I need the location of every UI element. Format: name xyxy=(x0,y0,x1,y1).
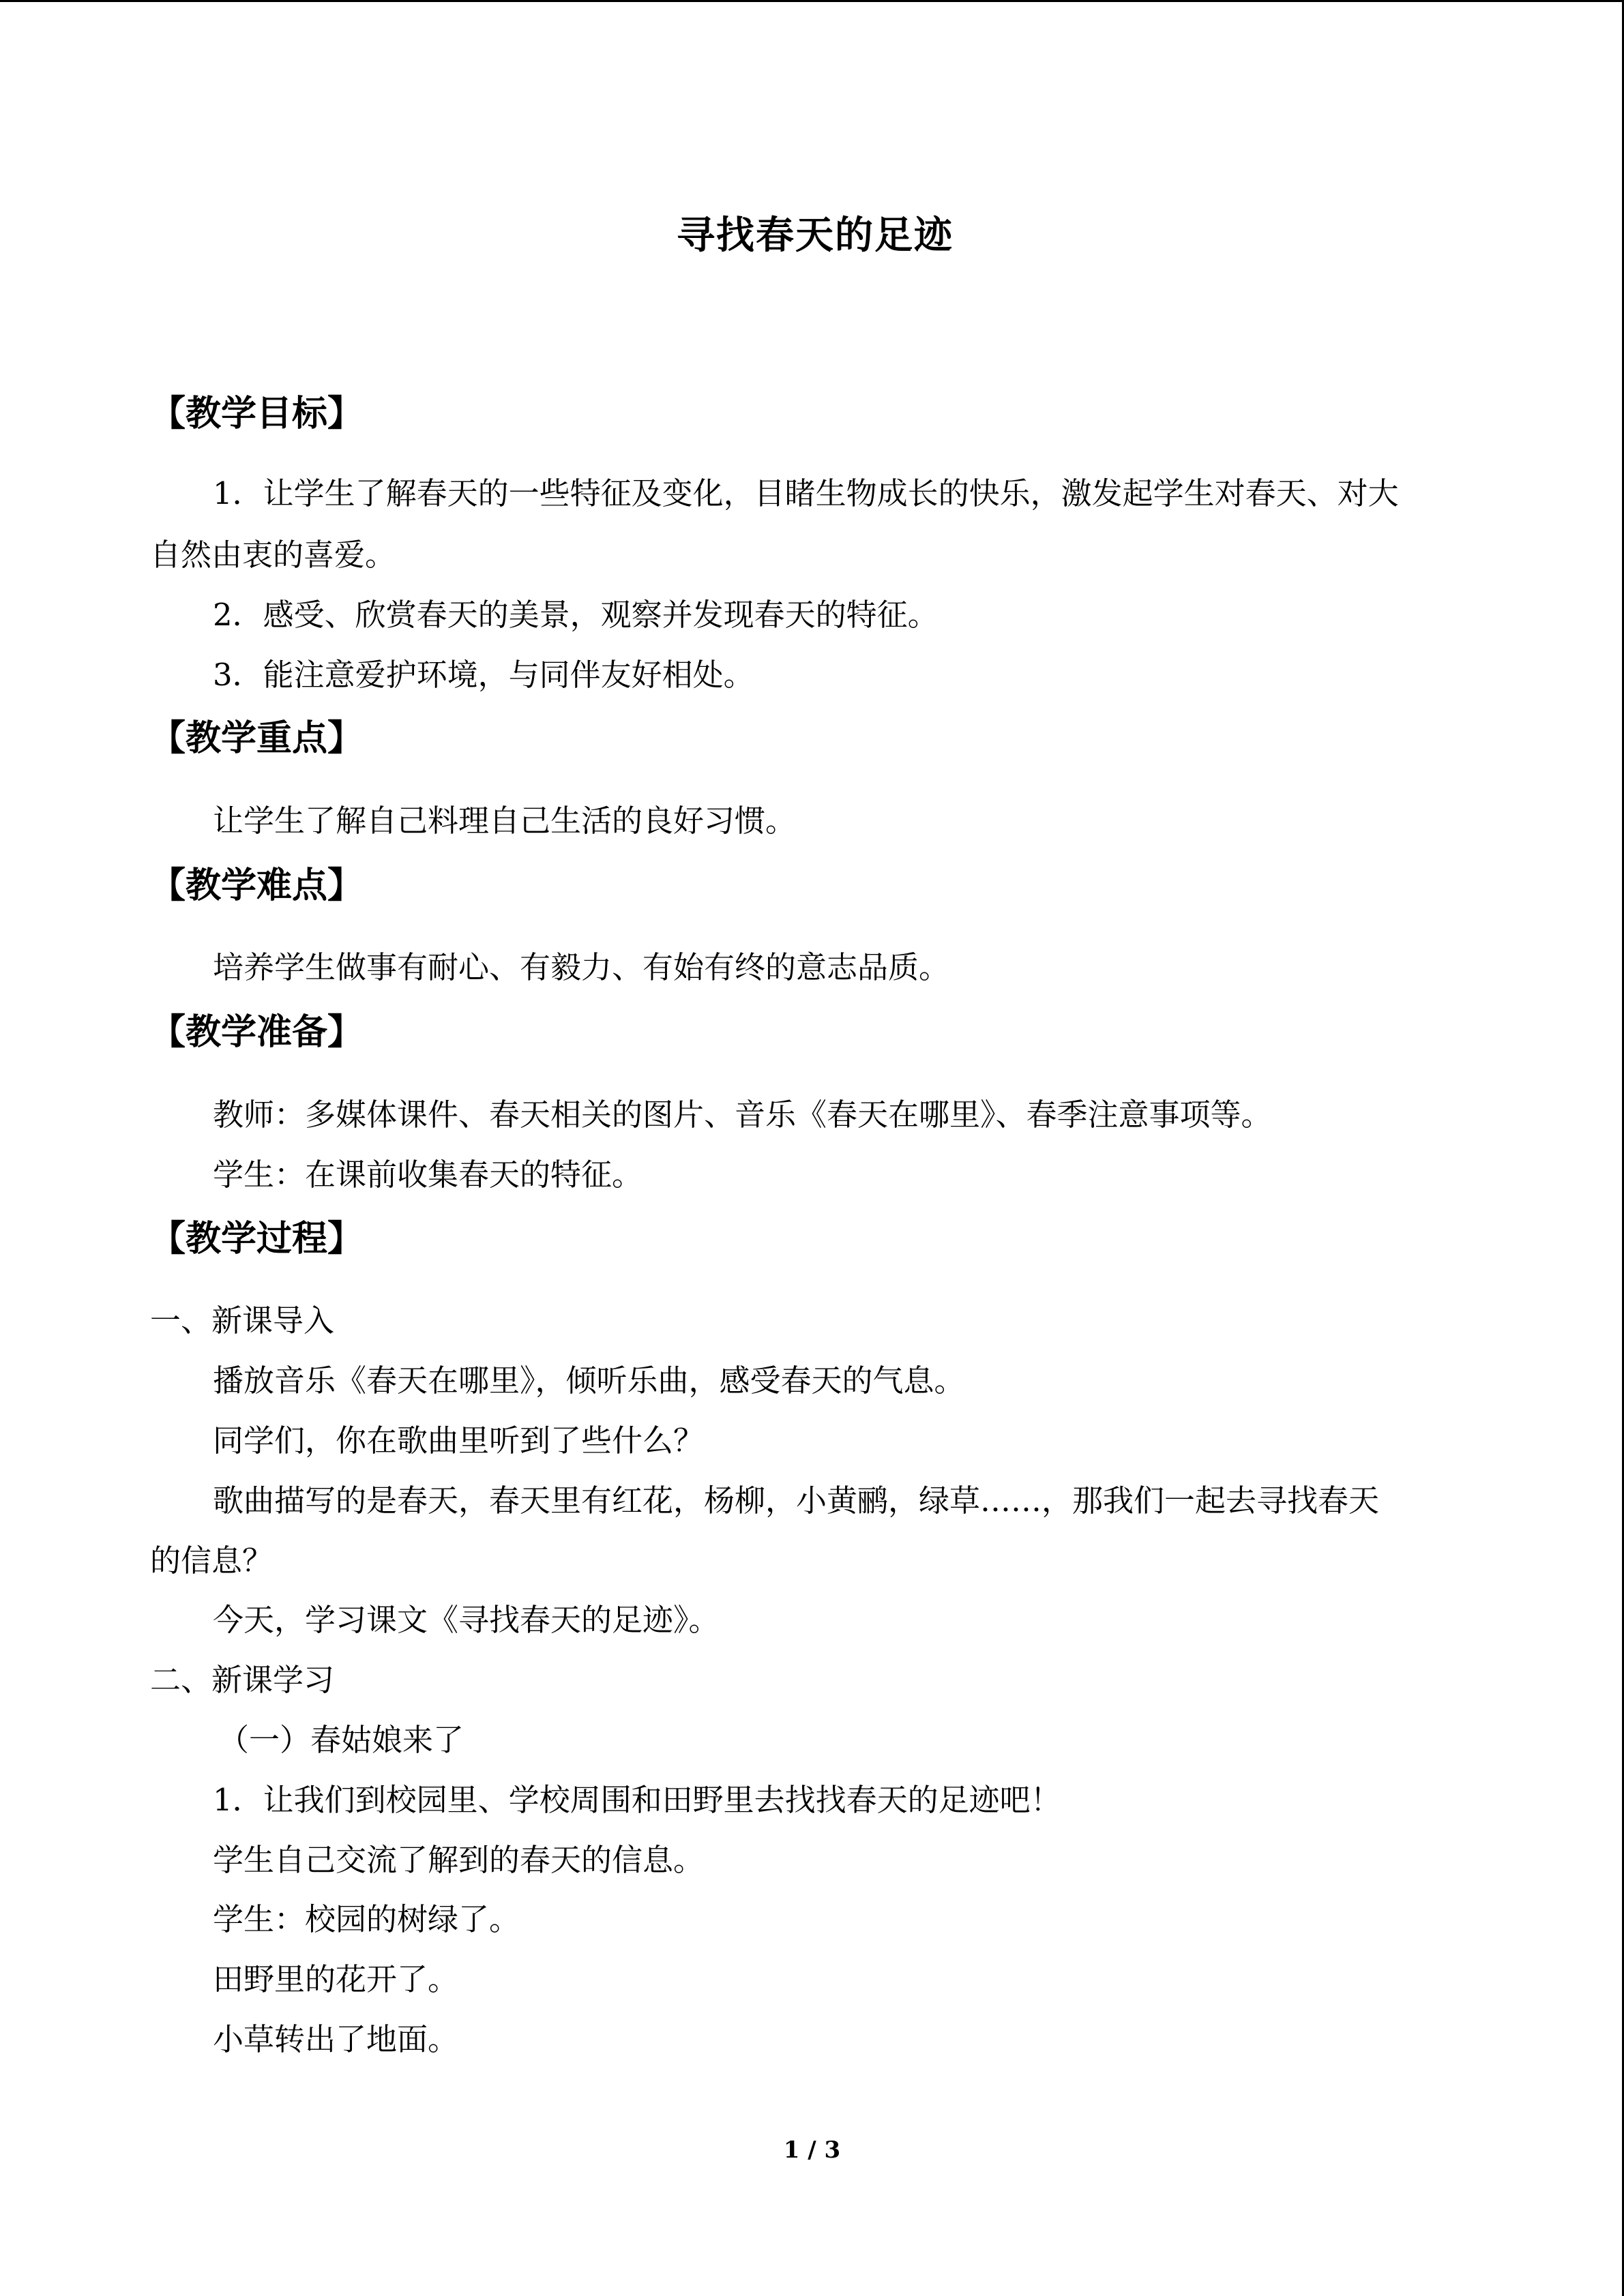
heading-key-points: 【教学重点】 xyxy=(150,717,364,759)
goal-3: 3．能注意爱护环境，与同伴友好相处。 xyxy=(213,657,754,693)
process-section-2-p3: 学生：校园的树绿了。 xyxy=(213,1901,520,1937)
goal-2: 2．感受、欣赏春天的美景，观察并发现春天的特征。 xyxy=(213,597,939,633)
difficulties-text: 培养学生做事有耐心、有毅力、有始有终的意志品质。 xyxy=(213,949,950,985)
process-section-2-subsection-1: （一）春姑娘来了 xyxy=(218,1722,464,1758)
goal-1-line-2: 自然由衷的喜爱。 xyxy=(150,537,396,573)
page-number: 1 / 3 xyxy=(783,2136,841,2164)
heading-preparation: 【教学准备】 xyxy=(150,1011,364,1053)
goal-1-line-1: 1．让学生了解春天的一些特征及变化，目睹生物成长的快乐，激发起学生对春天、对大 xyxy=(213,475,1399,511)
key-points-text: 让学生了解自己料理自己生活的良好习惯。 xyxy=(213,803,797,839)
process-section-1-p4: 今天，学习课文《寻找春天的足迹》。 xyxy=(213,1602,720,1638)
process-section-2-p5: 小草转出了地面。 xyxy=(213,2021,459,2057)
document-title: 寻找春天的足迹 xyxy=(677,213,954,258)
process-section-2-p2: 学生自己交流了解到的春天的信息。 xyxy=(213,1842,705,1878)
heading-teaching-goals: 【教学目标】 xyxy=(150,393,364,434)
heading-process: 【教学过程】 xyxy=(150,1218,364,1259)
heading-difficulties: 【教学难点】 xyxy=(150,865,364,906)
process-section-2-p4: 田野里的花开了。 xyxy=(213,1961,459,1997)
process-section-1-p1: 播放音乐《春天在哪里》，倾听乐曲，感受春天的气息。 xyxy=(213,1362,965,1399)
preparation-student: 学生：在课前收集春天的特征。 xyxy=(213,1157,643,1193)
process-section-2-title: 二、新课学习 xyxy=(150,1662,335,1698)
process-section-1-title: 一、新课导入 xyxy=(150,1302,335,1339)
process-section-1-p3-line-1: 歌曲描写的是春天，春天里有红花，杨柳，小黄鹂，绿草……，那我们一起去寻找春天 xyxy=(213,1482,1380,1519)
preparation-teacher: 教师：多媒体课件、春天相关的图片、音乐《春天在哪里》、春季注意事项等。 xyxy=(213,1097,1272,1133)
process-section-1-p2: 同学们，你在歌曲里听到了些什么？ xyxy=(213,1422,705,1459)
process-section-1-p3-line-2: 的信息？ xyxy=(150,1542,274,1579)
process-section-2-p1: 1．让我们到校园里、学校周围和田野里去找找春天的足迹吧！ xyxy=(213,1782,1061,1818)
